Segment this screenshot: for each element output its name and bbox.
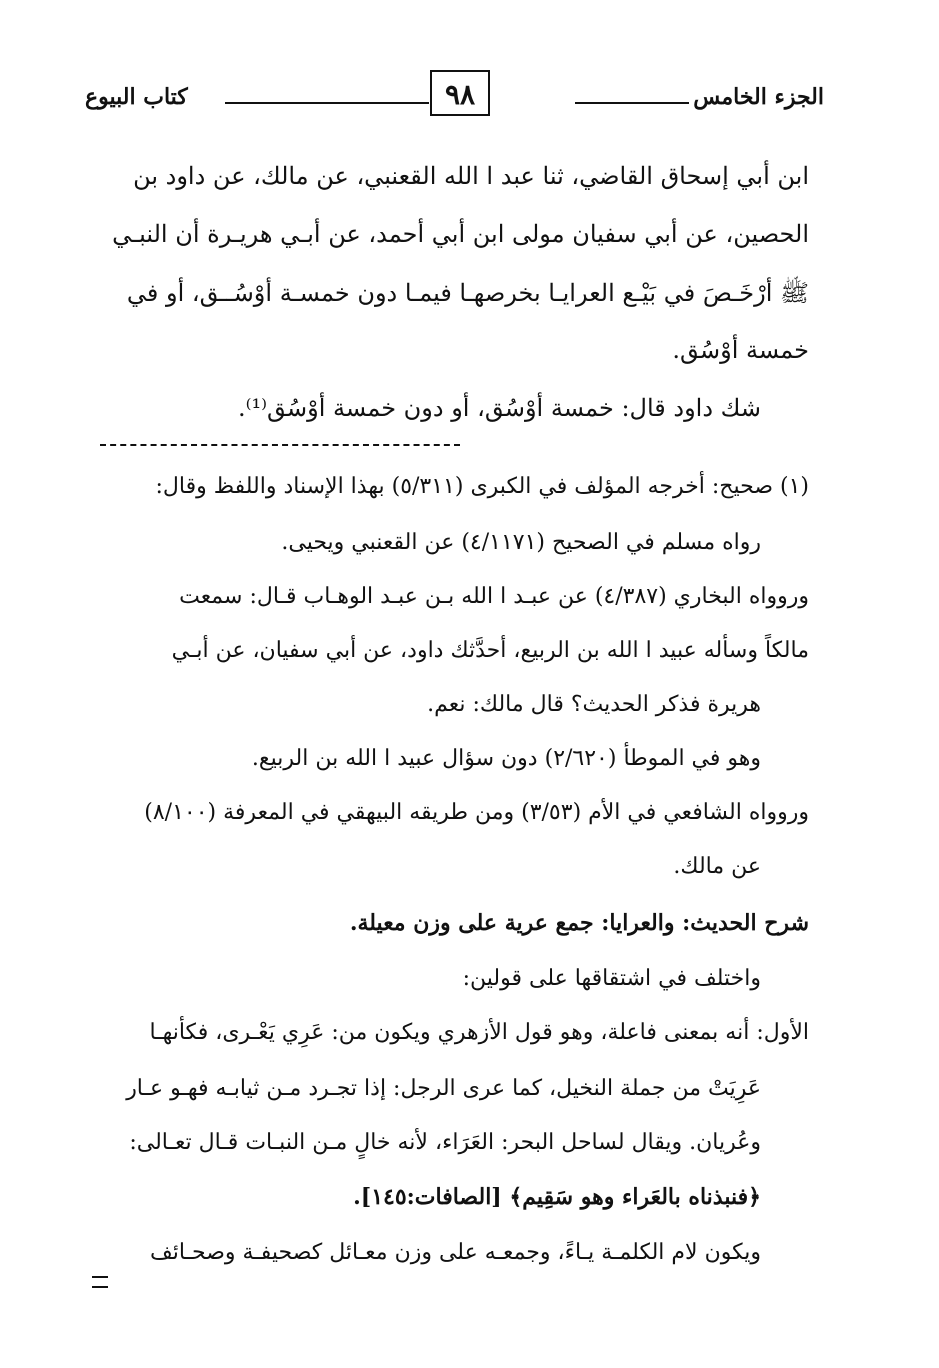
- body-line: ﷺ أرْخَـصَ في بَيْـع العرايـا بخرصهـا فيمـا دون خمسـة أوْسُــق، أو في: [126, 279, 809, 307]
- body-line: الحصين، عن أبي سفيان مولى ابن أبي أحمد، عن أبـي هريـرة أن النبـي: [112, 220, 809, 248]
- footnote-line: وعُريان. ويقال لساحل البحر: العَرَاء، لأنه خالٍ مـن النبـات قـال تعـالى:: [129, 1130, 761, 1155]
- header-rule-left: [225, 102, 429, 104]
- footnote-line: ويكون لام الكلمـة يـاءً، وجمعـه على وزن معـائل كصحيفـة وصحـائف: [149, 1240, 761, 1265]
- footnote-line: مالكاً وسأله عبيد ا الله بن الربيع، أحدَّثك داود، عن أبي سفيان، عن أبـي: [171, 638, 809, 663]
- footnote-line: عَرِيَتْ من جملة النخيل، كما عرى الرجل: إذا تجـرد مـن ثيابـه فهـو عـار: [126, 1076, 761, 1101]
- body-line: ابن أبي إسحاق القاضي، ثنا عبد ا الله القعنبي، عن مالك، عن داود بن: [133, 162, 809, 190]
- body-line: خمسة أوْسُق.: [672, 336, 809, 364]
- footnote-line: (١) صحيح: أخرجه المؤلف في الكبرى (٥/٣١١) بهذا الإسناد واللفظ وقال:: [155, 474, 809, 499]
- quran-verse: ﴿فنبذناه بالعَراء وهو سَقِيم﴾ [الصافات:١٤٥].: [353, 1184, 761, 1210]
- footnote-line: واختلف في اشتقاقها على قولين:: [462, 966, 761, 991]
- footnote-separator: [100, 444, 460, 446]
- commentary-heading: شرح الحديث: والعرايا: جمع عرية على وزن معيلة.: [349, 910, 809, 936]
- page-number: ٩٨: [430, 70, 490, 116]
- footnote-line: رواه مسلم في الصحيح (٤/١١٧١) عن القعنبي ويحيى.: [281, 530, 761, 555]
- continuation-mark: [92, 1276, 108, 1288]
- footnote-line: وهو في الموطأ (٢/٦٢٠) دون سؤال عبيد ا الله بن الربيع.: [251, 746, 761, 771]
- footnote-line: هريرة فذكر الحديث؟ قال مالك: نعم.: [427, 692, 761, 717]
- footnote-line: الأول: أنه بمعنى فاعلة، وهو قول الأزهري ويكون من: عَرِي يَعْـرى، فكأنهـا: [149, 1020, 809, 1045]
- footnote-line: عن مالك.: [673, 854, 761, 879]
- volume-label: الجزء الخامس: [693, 84, 824, 110]
- footnote-line: وروواه الشافعي في الأم (٣/٥٣) ومن طريقه البيهقي في المعرفة (٨/١٠٠): [144, 800, 809, 825]
- book-title: كتاب البيوع: [85, 84, 188, 110]
- footnote-line: وروواه البخاري (٤/٣٨٧) عن عبـد ا الله بـن عبـد الوهـاب قـال: سمعت: [179, 584, 809, 609]
- header-rule-right: [575, 102, 689, 104]
- page-header: [85, 70, 824, 122]
- body-line: شك داود قال: خمسة أوْسُق، أو دون خمسة أوْسُق⁽¹⁾.: [237, 394, 761, 422]
